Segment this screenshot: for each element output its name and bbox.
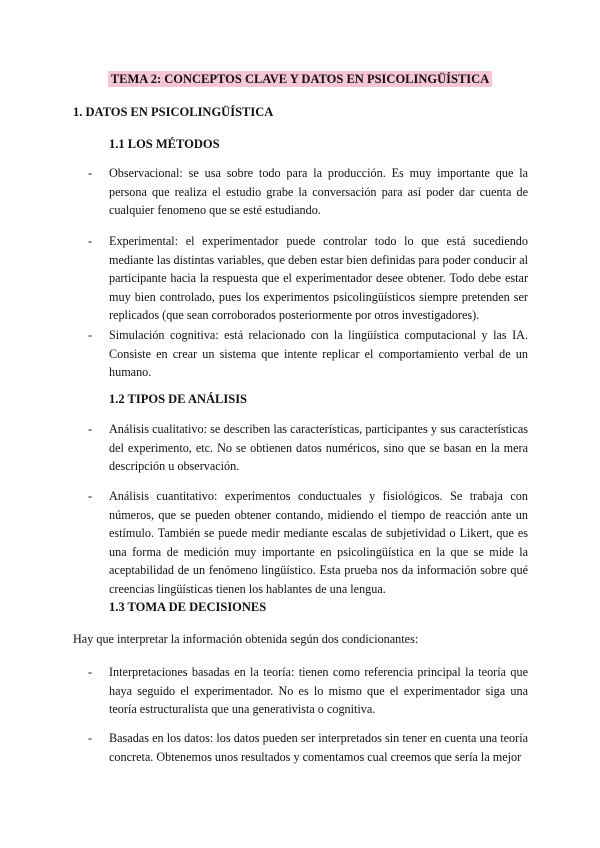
list-item-teoria — [88, 663, 528, 719]
bullet-dash: - — [88, 665, 93, 679]
list-item-observacional — [88, 164, 528, 220]
list-item-cualitativo — [88, 420, 528, 476]
list-item-cuantitativo — [88, 487, 528, 598]
subsection-heading-analisis: 1.2 TIPOS DE ANÁLISIS — [109, 392, 248, 406]
list-item-text: Basadas en los datos: los datos pueden ser interpretados sin tener en cuenta una teoría concreta. Obtenemos unos resultados y comentamos cual creemos que sería la mejor — [109, 731, 528, 764]
bullet-dash: - — [88, 731, 93, 745]
bullet-dash: - — [88, 489, 93, 503]
intro-paragraph: Hay que interpretar la información obtenida según dos condicionantes: — [73, 632, 419, 646]
subsection-heading-metodos: 1.1 LOS MÉTODOS — [109, 137, 220, 151]
list-item-text: Observacional: se usa sobre todo para la producción. Es muy importante que la persona que realiza el estudio grabe la conversación para así poder dar cuenta de cualquier fenomeno que se esté estudiando. — [109, 166, 528, 217]
list-item-datos — [88, 729, 528, 766]
subsection-heading-decisiones: 1.3 TOMA DE DECISIONES — [109, 600, 267, 614]
list-item-text: Análisis cuantitativo: experimentos conductuales y fisiológicos. Se trabaja con números, que se pueden obtener contando, midiendo el tiempo de reacción ante un estímulo. También se puede medir mediante escalas de subjetividad o Likert, que es una forma de medición muy importante en psicolingüística en la que se mide la aceptabilidad de un fenómeno lingüístico. Esta prueba nos da información sobre qué creencias lingüísticas tienen los hablantes de una lengua. — [109, 489, 528, 596]
list-item-text: Interpretaciones basadas en la teoría: tienen como referencia principal la teoría que haya seguido el experimentador. No es lo mismo que el experimentador siga una teoría estructuralista que una generativista o cognitiva. — [109, 665, 528, 716]
list-item-text: Simulación cognitiva: está relacionado con la lingüística computacional y las IA. Consiste en crear un sistema que intente replicar el comportamiento verbal de un humano. — [109, 328, 528, 379]
bullet-dash: - — [88, 422, 93, 436]
list-item-simulacion — [88, 326, 528, 382]
bullet-dash: - — [88, 328, 93, 342]
list-item-experimental — [88, 232, 528, 325]
bullet-dash: - — [88, 166, 93, 180]
document-title: TEMA 2: CONCEPTOS CLAVE Y DATOS EN PSICOLINGÜÍSTICA — [108, 71, 492, 87]
title-container — [0, 70, 600, 88]
list-item-text: Análisis cualitativo: se describen las características, participantes y sus características del experimento, etc. No se obtienen datos numéricos, sino que se basan en la mera descripción u observación. — [109, 422, 528, 473]
list-item-text: Experimental: el experimentador puede controlar todo lo que está sucediendo mediante las distintas variables, que deben estar bien definidas para poder conducir al participante hacia la respuesta que el experimentador desee obtener. Todo debe estar muy bien controlado, pues los experimentos psicolingüísticos siempre pretenden ser replicados (que sean corroborados posteriormente por otros investigadores). — [109, 234, 528, 322]
bullet-dash: - — [88, 234, 93, 248]
section-heading-datos: 1. DATOS EN PSICOLINGÜÍSTICA — [73, 105, 274, 119]
